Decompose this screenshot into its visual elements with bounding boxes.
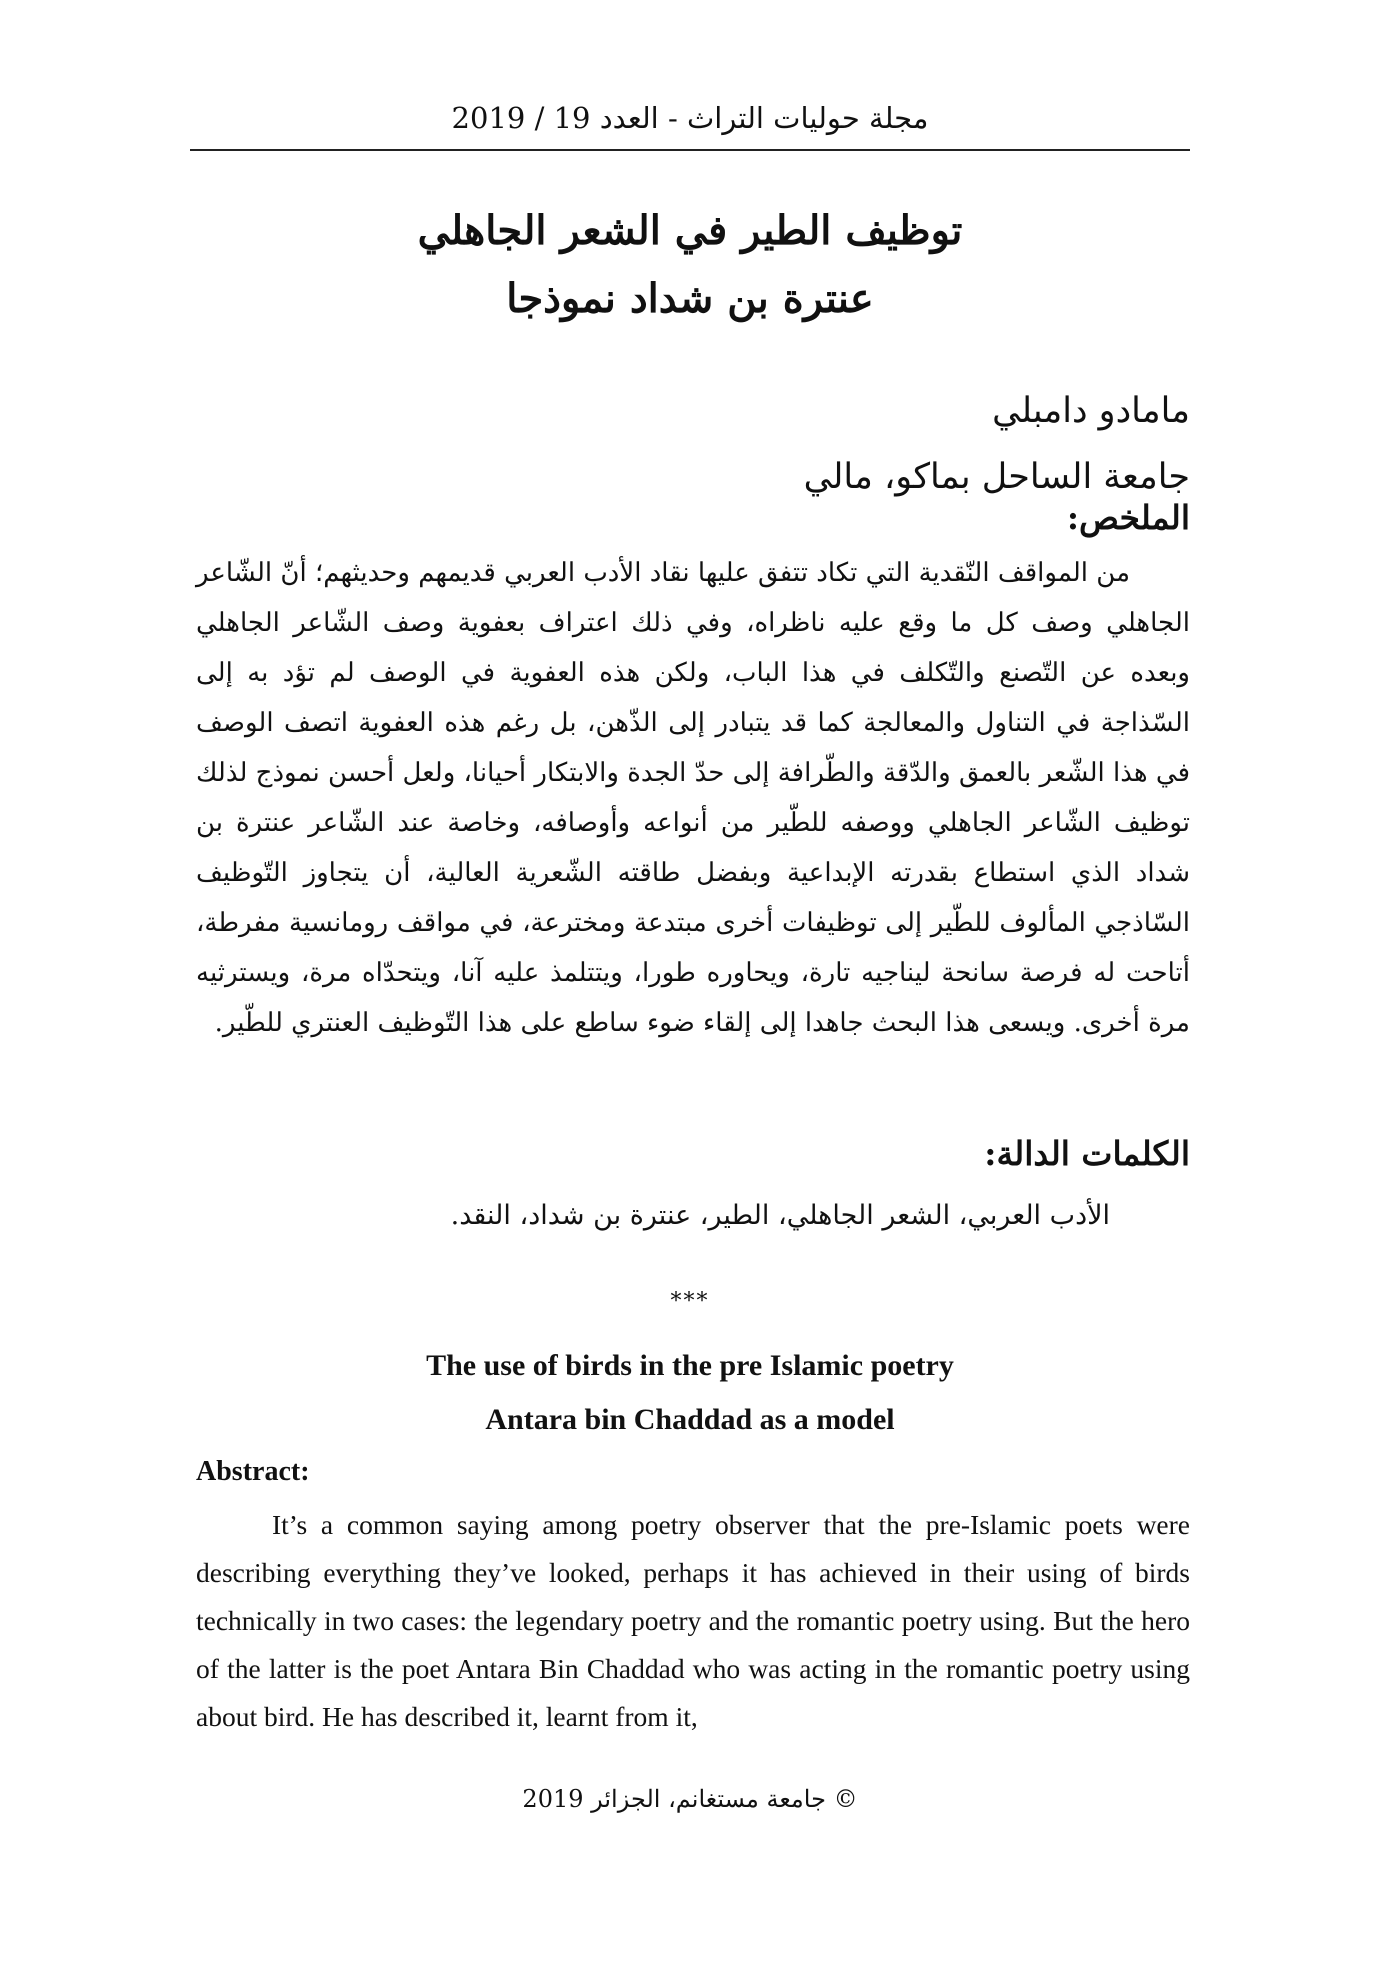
arabic-abstract-text: من المواقف النّقدية التي تكاد تتفق عليها نقاد الأدب العربي قديمهم وحديثهم؛ أنّ الشّاعر الجاهلي وصف كل ما وقع عليه ناظراه، وفي ذلك اعتراف بعفوية وصف الشّاعر الجاهلي وبعده عن التّصنع والتّكلف في هذا الباب، ولكن هذه العفوية في الوصف لم تؤد به إلى السّذاجة في التناول والمعالجة كما قد يتبادر إلى الذّهن، بل رغم هذه العفوية اتصف الوصف في هذا الشّعر بالعمق والدّقة والطّرافة إلى حدّ الجدة والابتكار أحيانا، ولعل أحسن نموذج لذلك توظيف الشّاعر الجاهلي ووصفه للطّير من أنواعه وأوصافه، وخاصة عند الشّاعر عنترة بن شداد الذي استطاع بقدرته الإبداعية وبفضل طاقته الشّعرية العالية، أن يتجاوز التّوظيف السّاذجي المألوف للطّير إلى توظيفات أخرى مبتدعة ومخترعة، في مواقف رومانسية مفرطة، أتاحت له فرصة سانحة ليناجيه تارة، ويحاوره طورا، ويتتلمذ عليه آنا، ويتحدّاه مرة، ويسترثيه مرة أخرى. ويسعى هذا البحث جاهدا إلى إلقاء ضوء ساطع على هذا التّوظيف العنتري للطّير. bbox=[196, 558, 1190, 1038]
arabic-keywords: الأدب العربي، الشعر الجاهلي، الطير، عنترة بن شداد، النقد. bbox=[450, 1200, 1110, 1231]
author-name: مامادو دامبلي bbox=[992, 391, 1190, 431]
english-abstract-text: It’s a common saying among poetry observer that the pre-Islamic poets were describing everything they’ve looked, perhaps it has achieved in their using of birds technically in two cases: the legendary poetry and the romantic poetry using. But the hero of the latter is the poet Antara Bin Chaddad who was acting in the romantic poetry using about bird. He has described it, learnt from it, bbox=[196, 1509, 1190, 1732]
copyright-footer: © جامعة مستغانم، الجزائر 2019 bbox=[522, 1785, 858, 1813]
arabic-abstract-heading: الملخص: bbox=[1066, 498, 1190, 537]
arabic-abstract bbox=[196, 548, 1190, 1048]
arabic-keywords-heading: الكلمات الدالة: bbox=[984, 1134, 1190, 1173]
journal-header: مجلة حوليات التراث - العدد 19 / 2019 bbox=[451, 101, 929, 135]
english-title-line-2: Antara bin Chaddad as a model bbox=[485, 1403, 895, 1436]
arabic-title-line-1: توظيف الطير في الشعر الجاهلي bbox=[417, 207, 963, 254]
english-title-line-1: The use of birds in the pre Islamic poetry bbox=[426, 1349, 954, 1382]
arabic-title-line-2: عنترة بن شداد نموذجا bbox=[506, 275, 874, 322]
author-block bbox=[490, 378, 1190, 510]
section-separator: *** bbox=[670, 1289, 710, 1314]
english-abstract-heading: Abstract: bbox=[196, 1456, 310, 1487]
author-affiliation: جامعة الساحل بماكو، مالي bbox=[803, 457, 1190, 497]
english-abstract bbox=[196, 1501, 1190, 1741]
header-divider bbox=[190, 149, 1190, 151]
